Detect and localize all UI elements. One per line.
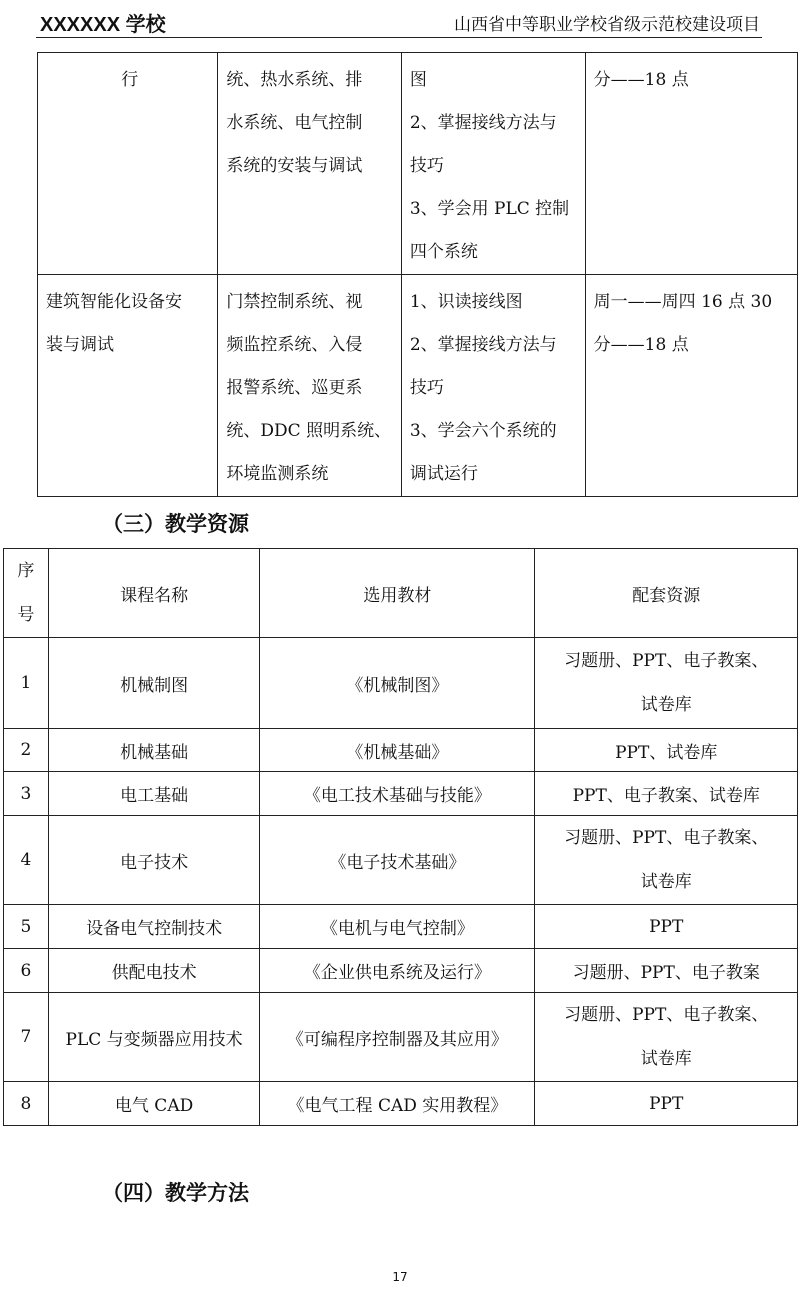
cell-course: 电气 CAD [48, 1082, 260, 1126]
cell-text: 报警系统、巡更系 [226, 378, 363, 398]
header-project-title: 山西省中等职业学校省级示范校建设项目 [454, 15, 760, 35]
cell-text: 频监控系统、入侵 [226, 335, 363, 355]
table-row [4, 949, 798, 993]
cell-course: 设备电气控制技术 [48, 905, 260, 949]
cell-resources: 习题册、PPT、电子教案 [535, 949, 798, 993]
cell-course: PLC 与变频器应用技术 [48, 993, 260, 1082]
cell-text: 1、识读接线图 [409, 292, 523, 312]
header-cell-number [4, 549, 49, 638]
cell-resources: PPT、试卷库 [535, 729, 798, 772]
cell-course: 供配电技术 [48, 949, 260, 993]
cell-text: 四个系统 [409, 242, 478, 262]
cell-text: 3、学会六个系统的 [409, 421, 557, 441]
cell-number: 2 [4, 729, 49, 772]
cell-text: 图 [409, 70, 427, 90]
cell-resources [535, 993, 798, 1082]
cell-text: 分——18 点 [593, 70, 689, 90]
training-schedule-table [37, 52, 798, 497]
table-cell-goals [401, 53, 585, 275]
cell-text: 习题册、PPT、电子教案、 [564, 1005, 769, 1025]
cell-text: 试卷库 [640, 1049, 692, 1069]
cell-text: 装与调试 [46, 335, 114, 355]
cell-number: 3 [4, 772, 49, 816]
table-cell-time [585, 53, 797, 275]
cell-text: 系统的安装与调试 [226, 156, 363, 176]
cell-textbook: 《可编程序控制器及其应用》 [260, 993, 535, 1082]
header-text: 号 [17, 605, 35, 625]
table-cell-time [585, 275, 797, 497]
cell-resources: PPT [535, 905, 798, 949]
table-row [4, 905, 798, 949]
cell-course: 电子技术 [48, 816, 260, 905]
cell-number: 8 [4, 1082, 49, 1126]
table-row [38, 275, 798, 497]
cell-text: 分——18 点 [593, 335, 689, 355]
table-row [4, 993, 798, 1082]
page-number: 17 [392, 1270, 408, 1284]
cell-textbook: 《电工技术基础与技能》 [260, 772, 535, 816]
cell-text: 技巧 [409, 156, 444, 176]
table-header-row [4, 549, 798, 638]
header-text: 序 [17, 561, 35, 581]
cell-text: 水系统、电气控制 [226, 113, 363, 133]
cell-number: 6 [4, 949, 49, 993]
cell-resources: PPT、电子教案、试卷库 [535, 772, 798, 816]
cell-text: 2、掌握接线方法与 [409, 335, 557, 355]
cell-resources [535, 816, 798, 905]
table-cell-project [38, 275, 218, 497]
table-row [4, 729, 798, 772]
cell-text: 习题册、PPT、电子教案、 [564, 828, 769, 848]
cell-course: 电工基础 [48, 772, 260, 816]
table-row [4, 772, 798, 816]
cell-resources [535, 638, 798, 729]
table-row [4, 1082, 798, 1126]
table-cell-goals [401, 275, 585, 497]
cell-text: 统、热水系统、排 [226, 70, 363, 90]
section-title-methods: （四）教学方法 [102, 1181, 249, 1205]
header-divider [36, 37, 762, 38]
table-cell-content [218, 53, 401, 275]
cell-number: 1 [4, 638, 49, 729]
cell-number: 5 [4, 905, 49, 949]
cell-text: 2、掌握接线方法与 [409, 113, 557, 133]
cell-resources: PPT [535, 1082, 798, 1126]
cell-textbook: 《机械制图》 [260, 638, 535, 729]
header-cell-textbook: 选用教材 [260, 549, 535, 638]
header-school-name: XXXXXX 学校 [40, 14, 166, 36]
cell-text: 试卷库 [640, 695, 692, 715]
table-cell-project [38, 53, 218, 275]
cell-number: 7 [4, 993, 49, 1082]
cell-text: 周一——周四 16 点 30 [593, 292, 773, 312]
table-row [4, 638, 798, 729]
cell-course: 机械制图 [48, 638, 260, 729]
cell-text: 建筑智能化设备安 [46, 292, 182, 312]
cell-course: 机械基础 [48, 729, 260, 772]
teaching-resources-table [3, 548, 798, 1126]
cell-textbook: 《企业供电系统及运行》 [260, 949, 535, 993]
cell-text: 门禁控制系统、视 [226, 292, 363, 312]
cell-text: 统、DDC 照明系统、 [226, 421, 392, 441]
cell-textbook: 《电气工程 CAD 实用教程》 [260, 1082, 535, 1126]
section-title-resources: （三）教学资源 [102, 512, 249, 536]
table-row [38, 53, 798, 275]
cell-textbook: 《机械基础》 [260, 729, 535, 772]
cell-text: 行 [121, 70, 139, 90]
cell-textbook: 《电子技术基础》 [260, 816, 535, 905]
table-cell-content [218, 275, 401, 497]
header-cell-course: 课程名称 [48, 549, 260, 638]
cell-text: 3、学会用 PLC 控制 [409, 199, 570, 219]
table-row [4, 816, 798, 905]
cell-text: 技巧 [409, 378, 444, 398]
cell-text: 试卷库 [640, 872, 692, 892]
cell-text: 习题册、PPT、电子教案、 [564, 651, 769, 671]
cell-textbook: 《电机与电气控制》 [260, 905, 535, 949]
cell-number: 4 [4, 816, 49, 905]
cell-text: 环境监测系统 [226, 464, 329, 484]
header-cell-resources: 配套资源 [535, 549, 798, 638]
cell-text: 调试运行 [409, 464, 478, 484]
